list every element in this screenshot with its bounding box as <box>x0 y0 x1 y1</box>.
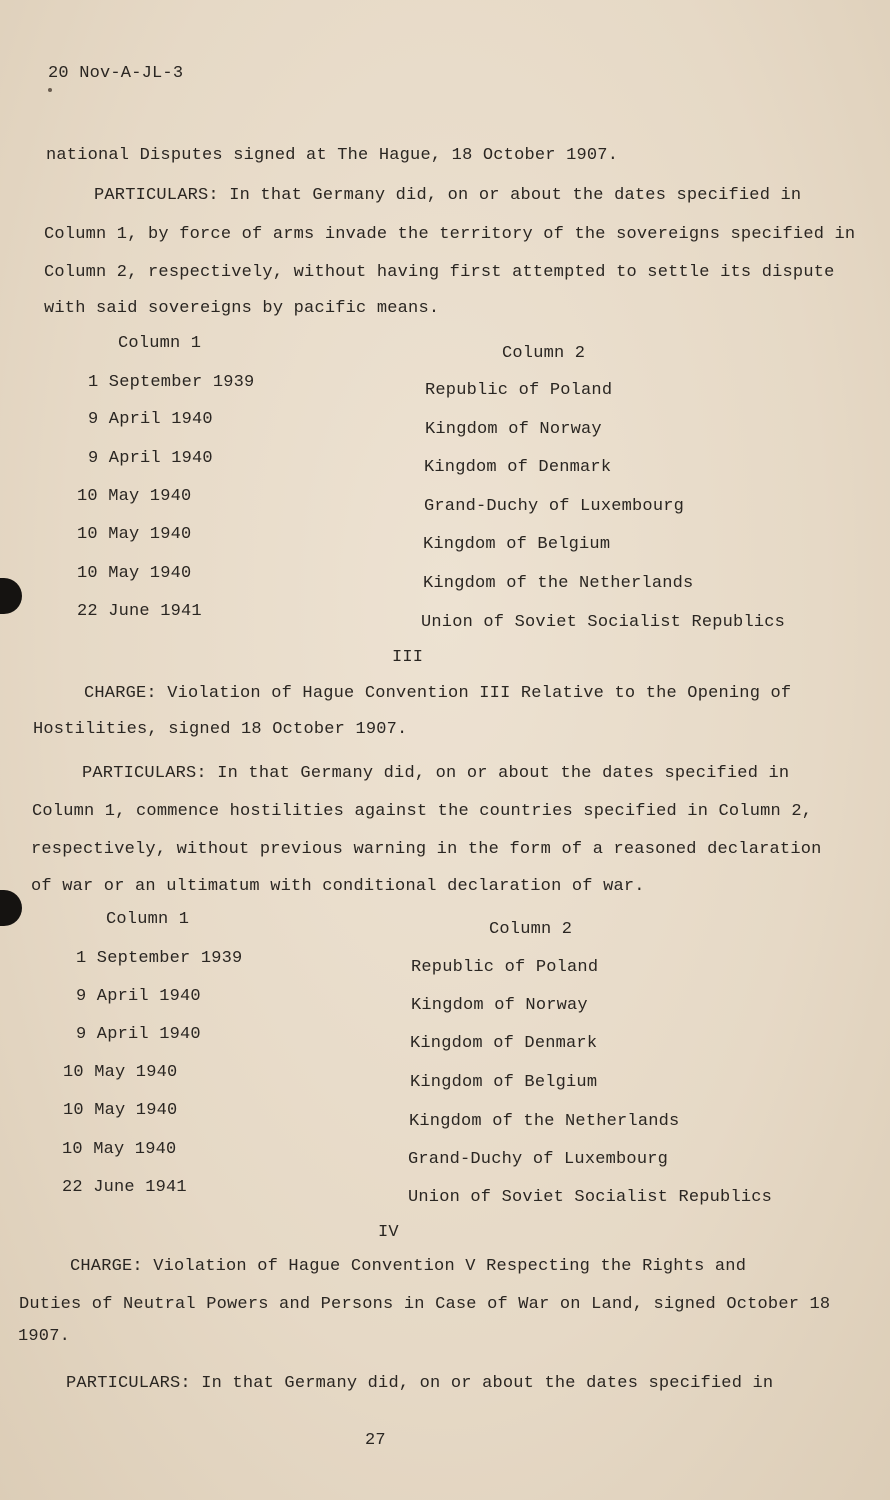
section3-column1-header: Column 1 <box>106 910 190 929</box>
punch-hole-top <box>0 578 22 614</box>
section3-row1-date: 1 September 1939 <box>76 949 243 968</box>
section2-row5-country: Kingdom of Belgium <box>423 535 611 554</box>
section2-row7-country: Union of Soviet Socialist Republics <box>421 613 786 632</box>
section3-row4-date: 10 May 1940 <box>63 1063 178 1082</box>
section2-row1-country: Republic of Poland <box>425 381 613 400</box>
section3-row5-country: Kingdom of the Netherlands <box>409 1112 680 1131</box>
section2-particulars-line-4: with said sovereigns by pacific means. <box>44 299 440 318</box>
section4-charge-line-3: 1907. <box>18 1327 71 1346</box>
paper-speck <box>48 88 52 92</box>
section4-charge-line-1: CHARGE: Violation of Hague Convention V Respecting the Rights and <box>70 1257 747 1276</box>
section2-row3-date: 9 April 1940 <box>88 449 213 468</box>
section2-row6-date: 10 May 1940 <box>77 564 192 583</box>
section2-row4-date: 10 May 1940 <box>77 487 192 506</box>
punch-hole-bottom <box>0 890 22 926</box>
section3-row3-country: Kingdom of Denmark <box>410 1034 598 1053</box>
section3-row7-date: 22 June 1941 <box>62 1178 187 1197</box>
section3-row2-country: Kingdom of Norway <box>411 996 588 1015</box>
section2-row7-date: 22 June 1941 <box>77 602 202 621</box>
section3-particulars-line-4: of war or an ultimatum with conditional declaration of war. <box>31 877 645 896</box>
document-reference: 20 Nov-A-JL-3 <box>48 64 184 83</box>
section3-particulars-line-2: Column 1, commence hostilities against the countries specified in Column 2, <box>32 802 813 821</box>
section2-row4-country: Grand-Duchy of Luxembourg <box>424 497 685 516</box>
section4-charge-line-2: Duties of Neutral Powers and Persons in Case of War on Land, signed October 18 <box>19 1295 831 1314</box>
section3-numeral: III <box>392 648 424 667</box>
section3-particulars-line-1: PARTICULARS: In that Germany did, on or about the dates specified in <box>82 764 790 783</box>
section4-particulars-line-1: PARTICULARS: In that Germany did, on or about the dates specified in <box>66 1374 774 1393</box>
section2-particulars-line-3: Column 2, respectively, without having first attempted to settle its dispute <box>44 263 835 282</box>
section2-particulars-line-1: PARTICULARS: In that Germany did, on or about the dates specified in <box>94 186 802 205</box>
section3-row1-country: Republic of Poland <box>411 958 599 977</box>
section2-lead-line: national Disputes signed at The Hague, 18 October 1907. <box>46 146 619 165</box>
section3-row3-date: 9 April 1940 <box>76 1025 201 1044</box>
section4-numeral: IV <box>378 1223 399 1242</box>
section3-row2-date: 9 April 1940 <box>76 987 201 1006</box>
section3-row4-country: Kingdom of Belgium <box>410 1073 598 1092</box>
section2-row5-date: 10 May 1940 <box>77 525 192 544</box>
section3-charge-line-1: CHARGE: Violation of Hague Convention III Relative to the Opening of <box>84 684 792 703</box>
section3-particulars-line-3: respectively, without previous warning in the form of a reasoned declaration <box>31 840 822 859</box>
section2-row6-country: Kingdom of the Netherlands <box>423 574 694 593</box>
section3-row5-date: 10 May 1940 <box>63 1101 178 1120</box>
section2-column1-header: Column 1 <box>118 334 202 353</box>
section3-row7-country: Union of Soviet Socialist Republics <box>408 1188 773 1207</box>
section2-row3-country: Kingdom of Denmark <box>424 458 612 477</box>
section3-row6-country: Grand-Duchy of Luxembourg <box>408 1150 669 1169</box>
section2-row2-country: Kingdom of Norway <box>425 420 602 439</box>
section3-charge-line-2: Hostilities, signed 18 October 1907. <box>33 720 408 739</box>
section2-row1-date: 1 September 1939 <box>88 373 255 392</box>
page-number: 27 <box>365 1431 386 1450</box>
section3-row6-date: 10 May 1940 <box>62 1140 177 1159</box>
section3-column2-header: Column 2 <box>489 920 573 939</box>
section2-particulars-line-2: Column 1, by force of arms invade the territory of the sovereigns specified in <box>44 225 856 244</box>
section2-column2-header: Column 2 <box>502 344 586 363</box>
section2-row2-date: 9 April 1940 <box>88 410 213 429</box>
